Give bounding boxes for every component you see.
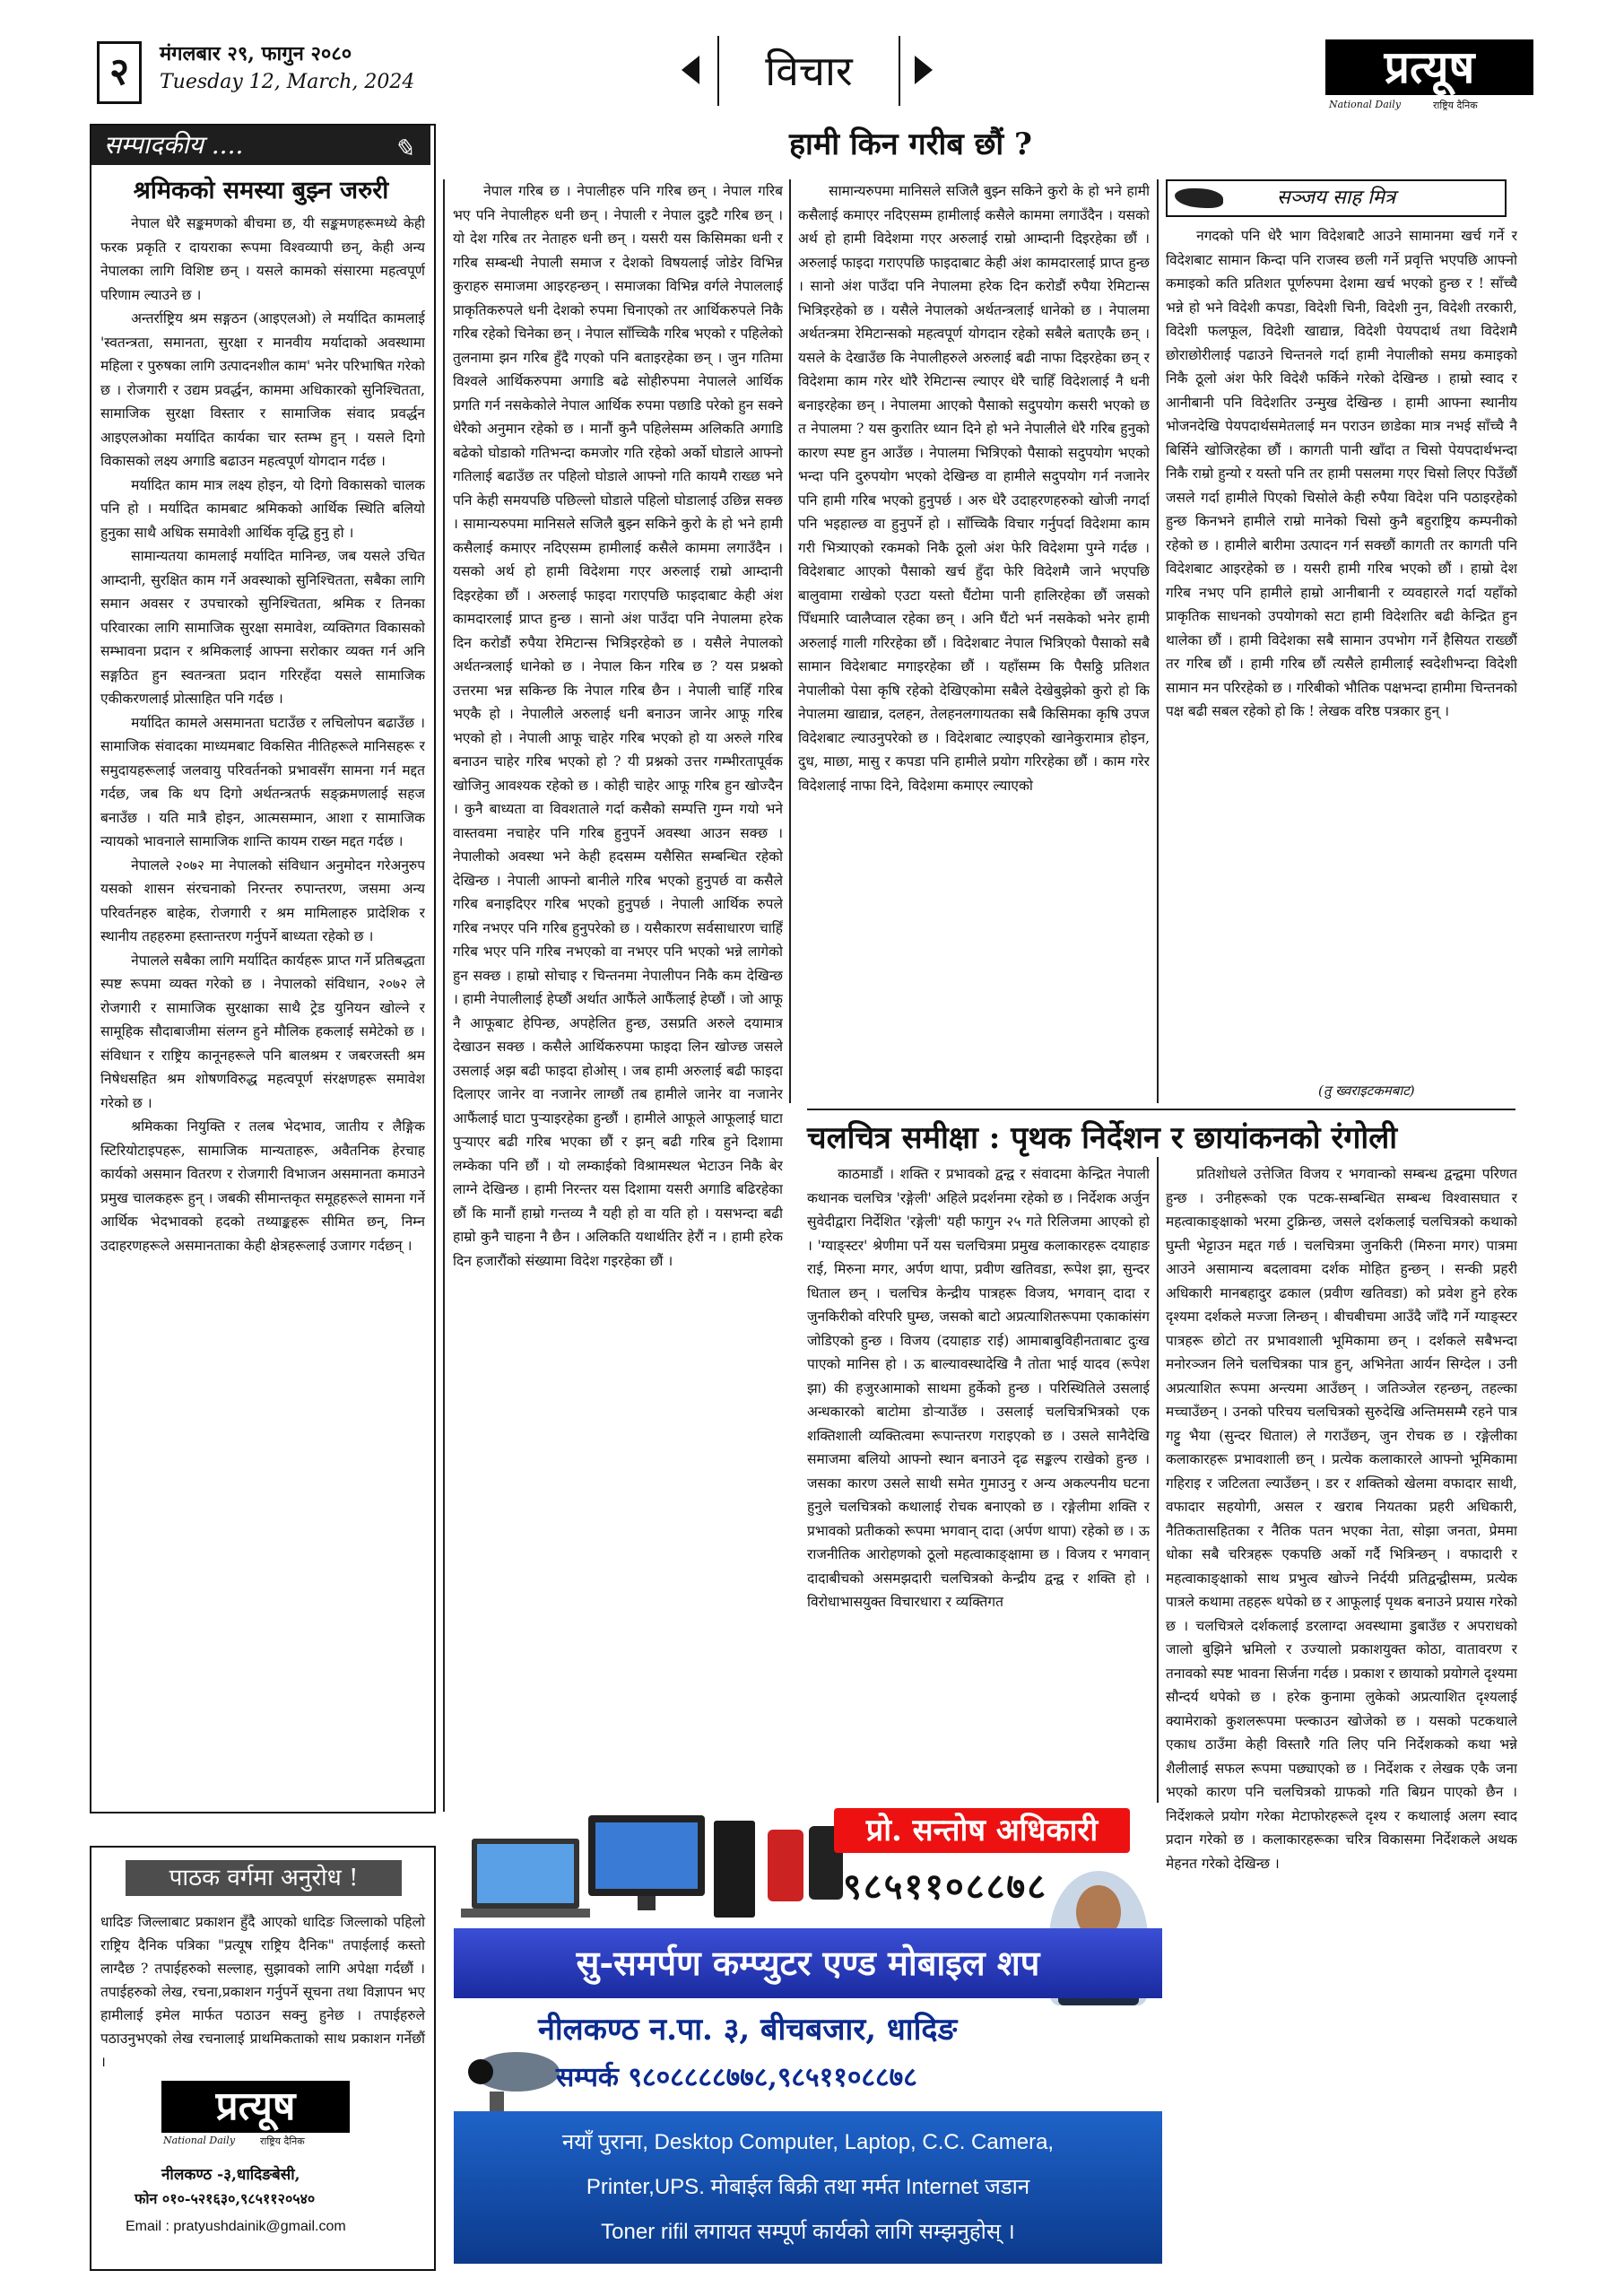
article1-column-2	[798, 179, 1150, 1103]
phone-icon	[768, 1830, 803, 1901]
editorial-banner-label: सम्पादकीय ....	[104, 130, 244, 160]
page-number: २	[97, 41, 142, 104]
editorial-paragraph: सामान्यतया कामलाई मर्यादित मानिन्छ, जब यसले उचित आम्दानी, सुरक्षित काम गर्ने अवस्थाको सुनिश्चितता, सबैका लागि समान अवसर र उपचारको सुनिश्चितता, श्रमिक र तिनका परिवारका लागि सामाजिक सुरक्षा समावेश, व्यक्तिगत विकासको सम्भावना प्रदान र श्रमिकलाई आफ्ना सरोकार व्यक्त गर्न अनि सङ्गठित हुन स्वतन्त्रता प्रदान गरिरहँदा यसले सामाजिक एकीकरणलाई प्रोत्साहित पनि गर्दछ ।	[100, 548, 425, 707]
pc-tower-icon	[714, 1821, 755, 1918]
editorial-paragraph: अन्तर्राष्ट्रिय श्रम सङ्गठन (आइएलओ) ले मर्यादित कामलाई 'स्वतन्त्रता, समानता, सुरक्षा र मानवीय मर्यादाको अवस्थामा महिला र पुरुषका लागि उत्पादनशील काम' भनेर परिभाषित गरेको छ । रोजगारी र उद्यम प्रवर्द्धन, काममा अधिकारको सुनिश्चितता, सामाजिक सुरक्षा विस्तार र सामाजिक संवाद प्रवर्द्धन आइएलओका मर्यादित कार्यका चार स्तम्भ हुन् । यसले दिगो विकासको लक्ष्य अगाडि बढाउन महत्वपूर्ण योगदान गर्दछ ।	[100, 310, 425, 469]
article1-col2-text: सामान्यरुपमा मानिसले सजिलै बुझ्न सकिने कुरो के हो भने हामी कसैलाई कमाएर नदिएसम्म हामीलाई कसैले काममा लगाउँदैन । यसको अर्थ हो हामी विदेशमा गएर अरुलाई राम्रो आम्दानी दिइरहेका छौं । अरुलाई फाइदा गराएपछि फाइदाबाट केही अंश कामदारलाई प्राप्त हुन्छ । सानो अंश पाउँदा पनि नेपालमा हरेक दिन करोडौं रुपैया रेमिटान्स भित्रिइरहेको छ । यसैले नेपालको अर्थतन्त्रलाई धानेको छ । नेपालमा अर्थतन्त्रमा रेमिटान्सको महत्वपूर्ण योगदान रहेको सबैले बताएकै छन् । यसले के देखाउँछ कि नेपालीहरुले अरुलाई बढी नाफा दिइरहेका छन् र विदेशमा काम गरेर थोरै रेमिटान्स ल्याएर धेरै चाहिँ विदेशलाई नै धनी बनाइरहेका छन् । नेपालमा आएको पैसाको सदुपयोग कसरी भएको छ त नेपालमा ? यस कुरातिर ध्यान दिने हो भने नेपालीले धेरै गरिब हुनुको कारण स्पष्ट हुन आउँछ । नेपालमा भित्रिएको पैसाको सदुपयोग भएको भन्दा पनि दुरुपयोग भएको देखिन्छ वा हामीले सदुपयोग गर्न नजानेर पनि हामी गरिब भएको हुनुपर्छ । अरु धेरै उदाहरणहरुको खोजी नगर्दा पनि भइहाल्छ वा हुनुपर्ने हो । साँच्चिकै विचार गर्नुपर्दा विदेशमा काम गरी भित्र्याएको रकमको निकै ठूलो अंश फेरि विदेशमा पुग्ने गर्दछ । विदेशबाट आएको पैसाको खर्च हुँदा फेरि विदेशमै जाने भएपछि बालुवामा राखेको एउटा यस्तो घैंटोमा पानी हालिरहेका छौं जसको पिँधमारि प्वालैप्वाल रहेका छन् । अनि घैंटो भर्न नसकेको भनेर हामी अरुलाई गाली गरिरहेका छौं । विदेशबाट नेपाल भित्रिएको पैसाको सबै सामान विदेशबाट मगाइरहेका छौं । यहाँसम्म कि पैसठ्ठि प्रतिशत नेपालीको पेसा कृषि रहेको देखिएकोमा सबैले देखेबुझेको कुरो हो कि नेपालमा खाद्यान्न, दलहन, तेलहनलगायतका सबै किसिमका कृषि उपज विदेशबाट ल्याउनुपरेको छ । विदेशबाट ल्याइएको खानेकुरामात्र होइन, दुध, माछा, मासु र कपडा पनि हामीले प्रयोग गरिरहेका छौं । काम गरेर विदेशलाई नाफा दिने, विदेशमा कमाएर ल्याएको	[798, 183, 1150, 794]
editorial-paragraph: मर्यादित कामले असमानता घटाउँछ र लचिलोपन बढाउँछ । सामाजिक संवादका माध्यमबाट विकसित नीतिहरूले मानिसहरू र समुदायहरूलाई जलवायु परिवर्तनको प्रभावसँग सामना गर्न मद्दत गर्दछ, जब कि थप दिगो अर्थतन्त्रतर्फ सङ्क्रमणलाई सहज बनाउँछ । यति मात्रै होइन, आत्मसम्मान, आशा र सामाजिक न्यायको भावनाले सामाजिक शान्ति कायम राख्न मद्दत गर्दछ ।	[100, 714, 425, 849]
advert-contact: सम्पर्क ९८०८८८८७७८,९८५११०८८७८	[556, 2062, 917, 2093]
advert-desc-line: Printer,UPS. मोबाईल बिक्री तथा मर्मत Internet जडान	[586, 2175, 1030, 2199]
article2-column-2	[1166, 1162, 1517, 2283]
article2-headline: चलचित्र समीक्षा : पृथक निर्देशन र छायांकनको रंगोली	[807, 1120, 1398, 1156]
column-divider	[443, 179, 445, 1812]
pen-icon	[1175, 188, 1223, 208]
article1-column-3	[1166, 224, 1517, 1076]
section-header	[682, 36, 933, 108]
editorial-body	[100, 212, 425, 1806]
reader-phone: फोन ०१०-५२१६३०,९८५११२०५४०	[135, 2190, 316, 2207]
article1-col3-text: नगदको पनि धेरै भाग विदेशबाटै आउने सामानमा खर्च गर्ने र विदेशबाट सामान किन्दा पनि राजस्व छली गर्ने प्रवृत्ति भएपछि आफ्नो कमाइको कति प्रतिशत पूर्णरुपमा देशमा खर्च भएको हुन्छ र ! साँच्चै भन्ने हो भने विदेशी कपडा, विदेशी चिनी, विदेशी नुन, विदेशी तरकारी, विदेशी फलफूल, विदेशी खाद्यान्न, विदेशी पेयपदार्थ तथा विदेशमै छोराछोरीलाई पढाउने चिन्तनले गर्दा हामी नेपालीको समग्र कमाइको निकै ठूलो अंश फेरि विदेशै फर्किने गरेको देखिन्छ । हाम्रो स्वाद र आनीबानी पनि विदेशतिर उन्मुख देखिन्छ । हामी आफ्ना स्थानीय भोजनदेखि पेयपदार्थसमेतलाई मन पराउन छाडेका मात्र नभई साँच्चै नै बिर्सिने खोजिरहेका छौं । कागती पानी खाँदा त चिसो पेयपदार्थभन्दा निकै राम्रो हुन्यो र यस्तो पनि तर हामी पसलमा गएर चिसो लिएर पिउँछौं जसले गर्दा हामीले पिएको चिसोले केही रुपैया विदेश पनि पठाइरहेको हुन्छ किनभने हामीले राम्रो मानेको चिसो कुनै बहुराष्ट्रिय कम्पनीको रहेको छ । हामीले बारीमा उत्पादन गर्न सक्छौं कागती तर कागती पनि विदेशबाट आइरहेको छ । यसरी हामी गरिब भएको छौं । हाम्रो देश गरिब नभए पनि हामीले हाम्रो आनीबानी र व्यवहारले गर्दा यहाँको प्राकृतिक साधनको उपयोगको सटा हामी विदेशतिर बढी केन्द्रित हुन थालेका छौं । हामी विदेशका सबै सामान उपभोग गर्ने हैसियत राख्छौं तर गरिब छौं । हामी गरिब छौं त्यसैले हामीलाई स्वदेशीभन्दा विदेशी सामान मन परिरहेको छ । गरिबीको भौतिक पक्षभन्दा हामीमा चिन्तनको पक्ष बढी सबल रहेको हो कि ! लेखक वरिष्ठ पत्रकार हुन् ।	[1166, 228, 1517, 719]
reader-request-banner: पाठक वर्गमा अनुरोध !	[126, 1860, 402, 1896]
article2-column-1	[807, 1162, 1150, 1799]
date-nepali: मंगलबार २९, फागुन २०८०	[160, 42, 352, 65]
next-arrow-icon[interactable]	[915, 56, 933, 84]
advert-desc-line: Toner rifil लगायत सम्पूर्ण कार्यको लागि सम्झनुहोस् ।	[601, 2220, 1015, 2244]
article1-col1-text: नेपाल गरिब छ । नेपालीहरु पनि गरिब छन् । नेपाल गरिब भए पनि नेपालीहरु धनी छन् । नेपाली र नेपाल दुइटै गरिब छन् । यो देश गरिब तर नेताहरु धनी छन् । यसरी यस किसिमका धनी र गरिब सम्बन्धी नेपाली समाज र देशको विषयलाई जोडेर विभिन्न कुराहरु समाजमा आइरहन्छन् । समाजका विभिन्न वर्गले नेपाललाई प्राकृतिकरुपले धनी देशको रुपमा चिनाएको तर आर्थिकरुपले निकै गरिब रहेको चिनेका छन् । नेपाल साँच्चिकै गरिब भएको र पहिलेको तुलनामा झन गरिब हुँदै गएको पनि बताइरहेका छन् । जुन गतिमा विश्वले आर्थिकरुपमा अगाडि बढे सोहीरुपमा नेपालले आर्थिक प्रगति गर्न नसकेकोले नेपाल आर्थिक रुपमा पछाडि परेको हुन सक्ने धेरैको अनुमान रहेको छ । मानौं कुनै पहिलेसम्म अलिकति अगाडि बढेको घोडाको गतिभन्दा कमजोर गति रहेको अर्को घोडाले आफ्नो गतिलाई बढाउँछ तर पहिलो घोडाले आफ्नो गति कायमै राख्छ भने पनि केही समयपछि पछिल्लो घोडाले पहिलो घोडालाई उछिन्न सक्छ । सामान्यरुपमा मानिसले सजिलै बुझ्न सकिने कुरो के हो भने हामी कसैलाई कमाएर नदिएसम्म हामीलाई कसैले काममा लगाउँदैन । यसको अर्थ हो हामी विदेशमा गएर अरुलाई राम्रो आम्दानी दिइरहेका छौं । अरुलाई फाइदा गराएपछि फाइदाबाट केही अंश कामदारलाई प्राप्त हुन्छ । सानो अंश पाउँदा पनि नेपालमा हरेक दिन करोडौं रुपैया रेमिटान्स भित्रिइरहेको छ । यसैले नेपालको अर्थतन्त्रलाई धानेको छ । नेपाल किन गरिब छ ? यस प्रश्नको उत्तरमा भन्न सकिन्छ कि नेपाल गरिब छैन । नेपाली चाहिँ गरिब भएकै हो । नेपालीले अरुलाई धनी बनाउन जानेर आफू गरिब भएको हो । नेपाली आफू चाहेर गरिब भएको हो या अरुले गरिब बनाउन चाहेर गरिब भएको हो ? यी प्रश्नको उत्तर गम्भीरतापूर्वक खोजिनु आवश्यक रहेको छ । कोही चाहेर आफू गरिब हुन खोज्दैन । कुनै बाध्यता वा विवशताले गर्दा कसैको सम्पत्ति गुम्न गयो भने वास्तवमा नचाहेर पनि गरिब हुनुपर्ने अवस्था आउन सक्छ । नेपालीको अवस्था भने केही हदसम्म यसैसित सम्बन्धित रहेको देखिन्छ । नेपाली आफ्नो बानीले गरिब भएको हुनुपर्छ वा कसैले गरिब बनाइदिएर गरिब भएको हुनुपर्छ । नेपाली आर्थिक रुपले गरिब नभएर पनि गरिब हुनुपरेको छ । यसैकारण सर्वसाधारण चाहिँ गरिब भएर पनि गरिब नभएको वा नभएर पनि भएको भन्ने लागेको हुन सक्छ । हाम्रो सोचाइ र चिन्तनमा नेपालीपन निकै कम देखिन्छ । हामी नेपालीलाई हेप्छौं अर्थात आफैंले आफैंलाई हेप्छौं । जो आफू नै आफूबाट हेपिन्छ, अपहेलित हुन्छ, उसप्रति अरुले दयामात्र देखाउन सक्छ । कसैले आर्थिकरुपमा फाइदा लिन खोज्छ जसले उसलाई अझ बढी फाइदा होओस् । जब हामी अरुलाई बढी फाइदा दिलाएर जानेर वा नजानेर लाग्छौं तब हामीले जानेर वा नजानेर आफैंलाई घाटा पुऱ्याइरहेका हुन्छौं । हामीले आफूले आफूलाई घाटा पुऱ्याएर बढी गरिब भएका छौं र झन् बढी गरिब हुने दिशामा लम्केका पनि छौं । यो लम्काईको विश्रामस्थल भेटाउन निकै बेर लाग्ने देखिन्छ । हामी निरन्तर यस दिशामा यसरी अगाडि बढिरहेका छौं कि मानौं हाम्रो गन्तव्य नै यही हो वा यति हो । यसभन्दा बढी हाम्रो कुनै चाहना नै छैन । अलिकति यथार्थतिर हेरौं न । हामी हरेक दिन हजारौंको संख्यामा विदेश गइरहेका छौं ।	[453, 183, 783, 1269]
column-divider	[1157, 179, 1159, 1103]
reader-logo-title: प्रत्यूष	[161, 2081, 350, 2133]
editorial-paragraph: नेपालले २०७२ मा नेपालको संविधान अनुमोदन गरेअनुरुप यसको शासन संरचनाको निरन्तर रुपान्तरण, जसमा अन्य परिवर्तनहरु बाहेक, रोजगारी र श्रम मामिलाहरु प्रादेशिक र स्थानीय तहहरुमा हस्तान्तरण गर्नुपर्ने बाध्यता रहेको छ ।	[100, 857, 425, 944]
column-divider	[1157, 1157, 1159, 1803]
editorial-title: श्रमिकको समस्या बुझ्न जरुरी	[133, 177, 389, 204]
author-name: सञ्जय साह मित्र	[1276, 187, 1396, 209]
prev-arrow-icon[interactable]	[682, 56, 699, 84]
article1-column-1	[453, 179, 783, 1803]
masthead-title: प्रत्यूष	[1325, 39, 1533, 95]
pen-icon: ✎	[393, 134, 414, 163]
advert-address: नीलकण्ठ न.पा. ३, बीचबजार, धादिङ	[538, 2012, 958, 2048]
advert-desc-line: नयाँ पुराना, Desktop Computer, Laptop, C.C. Camera,	[561, 2130, 1055, 2154]
reader-email[interactable]: Email : pratyushdainik@gmail.com	[126, 2219, 346, 2234]
date-block	[160, 39, 414, 97]
reader-request-text: धादिङ जिल्लाबाट प्रकाशन हुँदै आएको धादिङ जिल्लाको पहिलो राष्ट्रिय दैनिक पत्रिका "प्रत्यूष राष्ट्रिय दैनिक" तपाईलाई कस्तो लाग्दैछ ? तपाईहरुको सल्लाह, सुझावको लागि अपेक्षा गर्दछौं । तपाईहरुको लेख, रचना,प्रकाशन गर्नुपर्ने सूचना तथा विज्ञापन भए हामीलाई इमेल मार्फत पठाउन सक्नु हुनेछ । तपाईहरुले पठाउनुभएको लेख रचनालाई प्राथमिकताको साथ प्रकाशन गर्नेछौं ।	[100, 1914, 425, 2070]
masthead-sub-np: राष्ट्रिय दैनिक	[1433, 100, 1478, 111]
date-english: Tuesday 12, March, 2024	[160, 71, 415, 93]
editorial-paragraph: मर्यादित काम मात्र लक्ष्य होइन, यो दिगो विकासको चालक पनि हो । मर्यादित कामबाट श्रमिकको आर्थिक स्थिति बलियो हुनुका साथै अधिक समावेशी आर्थिक वृद्धि हुनु हो ।	[100, 476, 425, 541]
masthead-logo	[1325, 39, 1533, 117]
advert-description	[454, 2111, 1162, 2264]
section-title: विचार	[717, 36, 900, 106]
reader-logo	[161, 2081, 350, 2152]
reader-logo-sub-en: National Daily	[163, 2135, 236, 2146]
article1-source-note: (तु ख्वराइटकमबाट)	[1318, 1083, 1415, 1099]
advert-owner-name: प्रो. सन्तोष अधिकारी	[834, 1808, 1130, 1853]
advert-owner-phone: ९८५११०८८७८	[843, 1866, 1047, 1908]
editorial-banner	[91, 126, 430, 165]
article1-headline: हामी किन गरीब छौं ?	[789, 126, 1032, 162]
author-byline	[1166, 179, 1507, 217]
column-divider	[789, 179, 791, 1103]
article2-col1-text: काठमाडौं । शक्ति र प्रभावको द्वन्द्व र संवादमा केन्द्रित नेपाली कथानक चलचित्र 'रङ्गेली' अहिले प्रदर्शनमा रहेको छ । निर्देशक अर्जुन सुवेदीद्वारा निर्देशित 'रङ्गेली' यही फागुन २५ गते रिलिजमा आएको हो । 'ग्याङ्स्टर' श्रेणीमा पर्ने यस चलचित्रमा प्रमुख कलाकारहरू दयाहाङ राई, मिरुना मगर, अर्पण थापा, प्रवीण खतिवडा, रूपेश झा, सुन्दर धिताल छन् । चलचित्र केन्द्रीय पात्रहरू विजय, भगवान् दादा र जुनकिरीको वरिपरि घुम्छ, जसको बाटो अप्रत्याशितरूपमा एकाकांसंग जोडिएको हुन्छ । विजय (दयाहाङ राई) आमाबाबुविहीनताबाट दुःख पाएको मानिस हो । ऊ बाल्यावस्थादेखि नै तोता भाई यादव (रूपेश झा) की हजुरआमाको साथमा हुर्केको हुन्छ । परिस्थितिले उसलाई अन्धकारको बाटोमा डोऱ्याउँछ । उसलाई चलचित्रभित्रको एक शक्तिशाली व्यक्तित्वमा रूपान्तरण गराइएको छ । उसले सानैदेखि समाजमा बलियो आफ्नो स्थान बनाउने दृढ सङ्कल्प राखेको हुन्छ । जसका कारण उसले साथी समेत गुमाउनु र अन्य अकल्पनीय घटना हुनुले चलचित्रको कथालाई रोचक बनाएको छ । रङ्गेलीमा शक्ति र प्रभावको प्रतीकको रूपमा भगवान् दादा (अर्पण थापा) रहेको छ । ऊ राजनीतिक आरोहणको ठूलो महत्वाकाङ्क्षामा छ । विजय र भगवान् दादाबीचको असमझदारी चलचित्रको केन्द्रीय द्वन्द्व र शक्ति हो । विरोधाभासयुक्त विचारधारा र व्यक्तिगत	[807, 1166, 1150, 1610]
editorial-paragraph: नेपाल धेरै सङ्कमणको बीचमा छ, यी सङ्कमणहरूमध्ये केही फरक प्रकृति र दायराका रूपमा विश्वव्यापी छन्, केही अन्य नेपालका लागि विशिष्ट छन् । यसले कामको संसारमा महत्वपूर्ण परिणाम ल्याउने छ ।	[100, 215, 425, 303]
advert-shop-title: सु-समर्पण कम्प्युटर एण्ड मोबाइल शप	[454, 1928, 1162, 1998]
editorial-paragraph: नेपालले सबैका लागि मर्यादित कार्यहरू प्राप्त गर्ने प्रतिबद्धता स्पष्ट रूपमा व्यक्त गरेको छ । नेपालको संविधान, २०७२ ले रोजगारी र सामाजिक सुरक्षाका साथै ट्रेड युनियन खोल्ने र सामूहिक सौदाबाजीमा संलग्न हुने मौलिक हकलाई समेटेको छ । संविधान र राष्ट्रिय कानूनहरूले पनि बालश्रम र जबरजस्ती श्रम निषेधसहित श्रम शोषणविरुद्ध महत्वपूर्ण संरक्षणहरू समावेश गरेको छ ।	[100, 952, 425, 1111]
masthead-sub-en: National Daily	[1329, 99, 1402, 110]
editorial-paragraph: श्रमिकका नियुक्ति र तलब भेदभाव, जातीय र लैङ्गिक स्टिरियोटाइपहरू, सामाजिक मान्यताहरू, अवैतनिक हेरचाह कार्यको असमान वितरण र रोजगारी विभाजन असमानता कमाउने प्रमुख चालकहरू हुन् । जबकी सीमान्तकृत समूहहरूले सामना गर्ने आर्थिक भेदभावको हदको तथ्याङ्कहरू सीमित छन्, निम्न उदाहरणहरूले असमानताका केही क्षेत्रहरूलाई उजागर गर्दछन् ।	[100, 1118, 425, 1254]
reader-logo-sub-np: राष्ट्रिय दैनिक	[260, 2135, 305, 2147]
reader-address: नीलकण्ठ -३,धादिङबेसी,	[161, 2166, 300, 2184]
article2-col2-text: प्रतिशोधले उत्तेजित विजय र भगवान्को सम्बन्ध द्वन्द्वमा परिणत हुन्छ । उनीहरूको एक पटक-सम्बन्धित सम्बन्ध विश्वासघात र महत्वाकाङ्क्षाको भरमा टुक्रिन्छ, जसले दर्शकलाई चलचित्रको कथाको घुम्ती भेट्टाउन मद्दत गर्छ । चलचित्रमा जुनकिरी (मिरुना मगर) पात्रमा आउने असामान्य बदलावमा दर्शक मोहित हुन्छन् । सन्की प्रहरी अधिकारी मानबहादुर ढकाल (प्रवीण खतिवडा) को प्रवेश हुने हरेक दृश्यमा दर्शकले मज्जा लिन्छन् । बीचबीचमा आउँदै जाँदै गर्ने ग्याङ्स्टर पात्रहरू छोटो तर प्रभावशाली भूमिकामा छन् । दर्शकले सबैभन्दा मनोरञ्जन लिने चलचित्रका पात्र हुन्, अभिनेता आर्यन सिग्देल । उनी अप्रत्याशित रूपमा अन्त्यमा आउँछन् । जतिञ्जेल रहन्छन्, तहल्का मच्चाउँछन् । उनको परिचय चलचित्रको सुरुदेखि अन्तिमसम्मै रहने पात्र गट्टु भैया (सुन्दर धिताल) ले गराउँछन्, जुन रोचक छ । रङ्गेलीका कलाकारहरू प्रभावशाली छन् । प्रत्येक कलाकारले आफ्नो भूमिकामा गहिराइ र जटिलता ल्याउँछन् । डर र शक्तिको खेलमा वफादार साथी, वफादार सहयोगी, असल र खराब नियतका प्रहरी अधिकारी, नैतिकतासहितका र नैतिक पतन भएका नेता, सोझा जनता, प्रेममा धोका सबै चरित्रहरू एकपछि अर्को गर्दै भित्रिन्छन् । वफादारी र महत्वाकाङ्क्षाको साथ प्रभुत्व खोज्ने निर्दयी प्रतिद्वन्द्वीसम्म, प्रत्येक पात्रले कथामा तहहरू थपेको छ र आफूलाई पृथक बनाउने प्रयास गरेको छ । चलचित्रले दर्शकलाई डरलाग्दा अवस्थामा डुबाउँछ र अपराधको जालो बुझिने भ्रमिलो र उज्यालो प्रकाशयुक्त कोठा, वातावरण र तनावको स्पष्ट भावना सिर्जना गर्दछ । प्रकाश र छायाको प्रयोगले दृश्यमा सौन्दर्य थपेको छ । हरेक कुनामा लुकेको अप्रत्याशित दृश्यलाई क्यामेराको कुशलरूपमा फ्ल्काउन खोजेको छ । यसको पटकथाले एकाध ठाउँमा केही विस्तारै गति लिए पनि निर्देशकको कथा भन्ने शैलीलाई सफल रूपमा पछ्याएको छ । निर्देशक र लेखक एकै जना भएको कारण पनि चलचित्रको ग्राफको गति बिग्रन पाएको छैन । निर्देशकले प्रयोग गरेका मेटाफोरहरूले दृश्य र कथालाई अलग स्वाद प्रदान गरेको छ । कलाकारहरूका चरित्र विकासमा निर्देशकले अथक मेहनत गरेको देखिन्छ ।	[1166, 1166, 1517, 1872]
article-divider	[807, 1109, 1515, 1110]
